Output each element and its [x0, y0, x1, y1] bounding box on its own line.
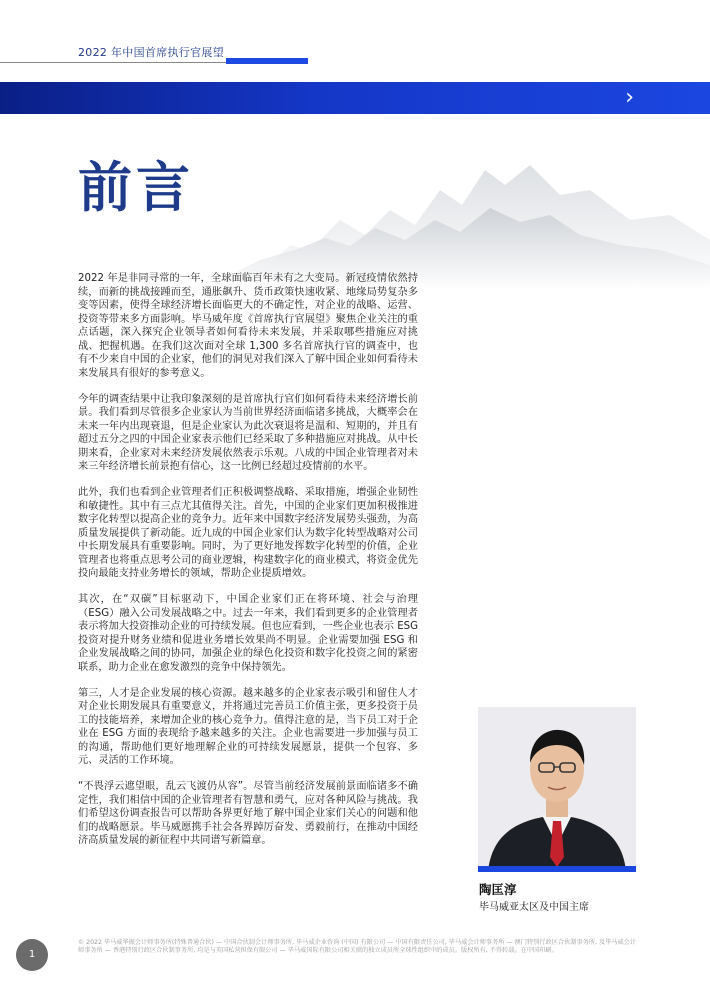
header-title: 2022 年中国首席执行官展望 — [78, 46, 224, 59]
person-title: 毕马威亚太区及中国主席 — [479, 902, 589, 913]
photo-accent-bar — [478, 866, 636, 872]
person-portrait-icon — [478, 707, 636, 871]
header-divider — [0, 62, 226, 63]
paragraph: 2022 年是非同寻常的一年，全球面临百年未有之大变局。新冠疫情依然持续，而新的挑战接踵而至，通胀飙升、货币政策快速收紧、地缘局势复杂多变等因素，使得全球经济增长面临更大的不确定性，对企业的战略、运营、投资等带来多方面影响。毕马威年度《首席执行官展望》聚焦企业关注的重点话题，深入探究企业领导者如何看待未来发展，并采取哪些措施应对挑战、把握机遇。在我们这次面对全球 1,300 多名首席执行官的调查中，也有不少来自中国的企业家，他们的洞见对我们深入了解中国企业如何看待未来发展具有很好的参考意义。 — [78, 273, 418, 379]
page-title: 前言 — [78, 156, 194, 219]
paragraph: 其次，在“双碳”目标驱动下，中国企业家们正在将环境、社会与治理（ESG）融入公司发展战略之中。过去一年来，我们看到更多的企业管理者表示将加大投资推动企业的可持续发展。但也应看到，一些企业也表示 ESG 投资对提升财务业绩和促进业务增长效果尚不明显。企业需要加强 ESG 和企业发展战略之间的协同，加强企业的绿色化投资和数字化投资之间的紧密联系，助力企业在愈发激烈的竞争中保持领先。 — [78, 594, 418, 673]
mountain-illustration — [200, 150, 710, 290]
page-number: 1 — [16, 939, 48, 971]
paragraph: 此外，我们也看到企业管理者们正积极调整战略、采取措施，增强企业韧性和敏捷性。其中有三点尤其值得关注。首先，中国的企业家们更加积极推进数字化转型以提高企业的竞争力。近年来中国数字经济发展势头强劲，为高质量发展提供了新动能。近九成的中国企业家们认为数字化转型战略对公司中长期发展具有重要影响。同时，为了更好地发挥数字化转型的价值，企业管理者也将重点思考公司的商业逻辑，构建数字化的商业模式，将资金优先投向最能支持业务增长的领域，帮助企业提质增效。 — [78, 487, 418, 579]
paragraph: 今年的调查结果中让我印象深刻的是首席执行官们如何看待未来经济增长前景。我们看到尽管很多企业家认为当前世界经济面临诸多挑战，大概率会在未来一年内出现衰退，但是企业家认为此次衰退将是温和、短期的，并且有超过五分之四的中国企业家表示他们已经采取了多种措施应对挑战。从中长期来看，企业家对未来经济发展依然表示乐观。八成的中国企业管理者对未来三年经济增长前景抱有信心，这一比例已经超过疫情前的水平。 — [78, 393, 418, 472]
paragraph: 第三，人才是企业发展的核心资源。越来越多的企业家表示吸引和留住人才对企业长期发展具有重要意义，并将通过完善员工价值主张，更多投资于员工的技能培养，来增加企业的核心竞争力。值得注意的是，当下员工对于企业在 ESG 方面的表现给予越来越多的关注。企业也需要进一步加强与员工的沟通，帮助他们更好地理解企业的可持续发展愿景，提供一个包容、多元、灵活的工作环境。 — [78, 687, 418, 766]
footer-copyright: © 2022 毕马威华振会计师事务所(特殊普通合伙) — 中国合伙制会计师事务所, 毕马威企业咨询 (中国) 有限公司 — 中国有限责任公司, 毕马威会计师事务所 — 澳门特别行政区合伙制事务所, 及毕马威会计师事务所 — 香港特别行政区合伙制事务所, 均是与英国私营担保有限公司 — 毕马威国际有限公司相关联的独立成员所全球性组织中的成员。版权所有, 不得转载。在中国印刷。 — [78, 939, 637, 955]
body-text — [78, 272, 418, 860]
header-accent-bar — [226, 58, 308, 64]
person-name: 陶匡淳 — [479, 882, 517, 897]
person-photo — [478, 707, 636, 871]
banner — [0, 82, 710, 114]
paragraph: “不畏浮云遮望眼，乱云飞渡仍从容”。尽管当前经济发展前景面临诸多不确定性，我们相信中国的企业管理者有智慧和勇气，应对各种风险与挑战。我们希望这份调查报告可以帮助各界更好地了解中国企业家们关心的问题和他们的战略愿景。毕马威愿携手社会各界踔厉奋发、勇毅前行，在推动中国经济高质量发展的新征程中共同谱写新篇章。 — [78, 781, 418, 846]
chevron-right-icon[interactable]: › — [625, 85, 634, 110]
